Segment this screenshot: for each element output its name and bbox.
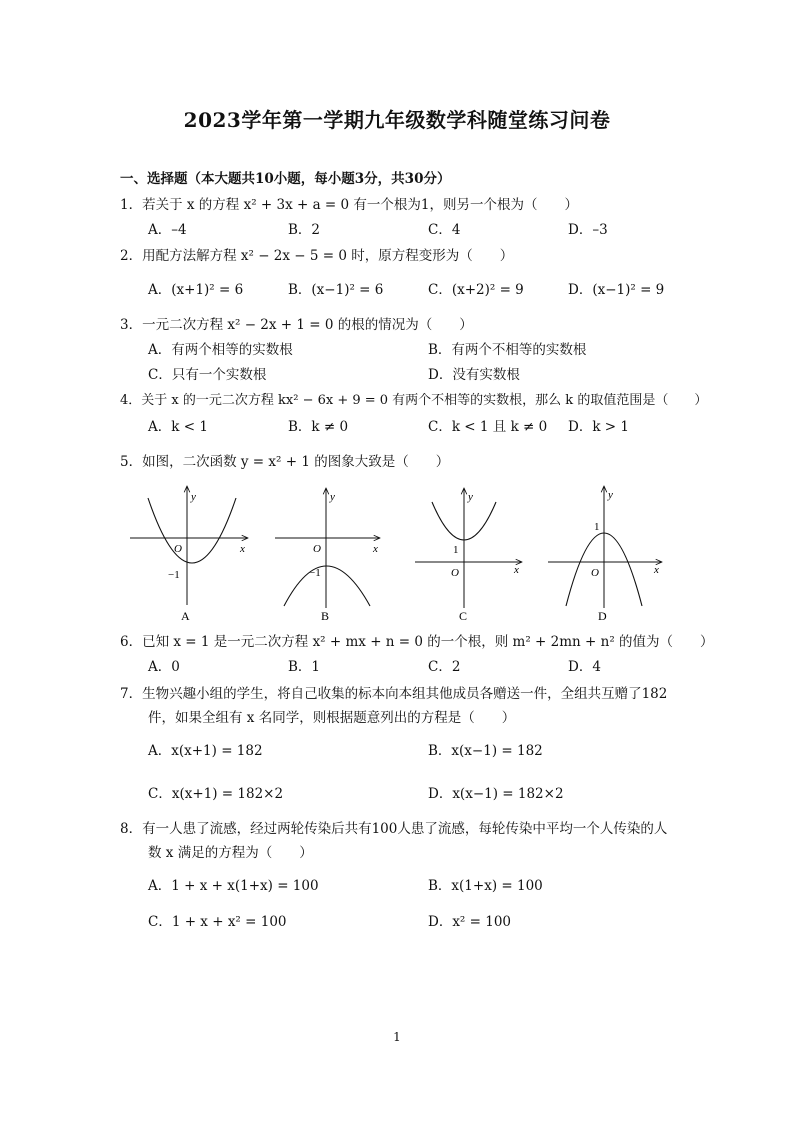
q7-option-d: D．x(x−1) = 182×2 [428,786,564,802]
graph-a-neg-one: −1 [168,569,180,581]
q8-option-b: B．x(1+x) = 100 [428,878,543,894]
q1-option-a: A．–4 [148,222,187,238]
q4-option-c: C．k < 1 且 k ≠ 0 [428,419,548,435]
q1-option-d: D．–3 [568,222,608,238]
question-2 [120,245,513,267]
graph-a-x-label: x [240,543,245,555]
graph-c-y-label: y [468,491,473,503]
q3-option-a: A．有两个相等的实数根 [148,342,293,358]
question-5-number: 5． [120,454,143,470]
q4-option-a: A．k < 1 [148,419,208,435]
graph-d-x-label: x [654,564,659,576]
q4-option-b: B．k ≠ 0 [288,419,349,435]
question-3-text: 一元二次方程 x² − 2x + 1 = 0 的根的情况为（ ） [142,317,473,333]
question-7-number: 7． [120,686,143,702]
graph-a-parabola [148,498,236,563]
q3-option-b: B．有两个不相等的实数根 [428,342,587,358]
graph-b-x-label: x [373,543,378,555]
graph-c [415,488,522,608]
q6-option-b: B．1 [288,659,321,675]
question-4-text: 关于 x 的一元二次方程 kx² − 6x + 9 = 0 有两个不相等的实数根，那么 k 的取值范围是（ ） [141,393,708,408]
q6-option-c: C．2 [428,659,461,675]
question-8-text: 有一人患了流感，经过两轮传染后共有100人患了流感，每轮传染中平均一个人传染的人 [142,821,668,837]
q2-option-c: C．(x+2)² = 9 [428,282,524,298]
graph-d-y-label: y [608,489,613,501]
graph-label-d: D [598,609,607,623]
question-1 [120,194,578,216]
q4-option-d: D．k > 1 [568,419,629,435]
q2-option-a: A．(x+1)² = 6 [148,282,244,298]
q8-option-d: D．x² = 100 [428,914,512,930]
graph-d [548,486,662,608]
q3-option-c: C．只有一个实数根 [148,367,267,383]
graph-b-parabola [284,566,370,606]
question-5-text: 如图，二次函数 y = x² + 1 的图象大致是（ ） [142,454,450,470]
q1-option-b: B．2 [288,222,321,238]
page-title: 2023学年第一学期九年级数学科随堂练习问卷 [183,108,611,132]
question-3 [120,314,473,336]
question-6-number: 6． [120,634,143,650]
graph-b [275,488,380,608]
graph-b-y-label: y [330,491,335,503]
question-8 [120,818,667,840]
q7-option-b: B．x(x−1) = 182 [428,743,543,759]
question-7-text: 生物兴趣小组的学生，将自己收集的标本向本组其他成员各赠送一件，全组共互赠了182 [142,686,668,702]
question-6 [120,631,714,653]
q3-option-d: D．没有实数根 [428,367,520,383]
graph-label-c: C [459,609,468,623]
graph-label-b: B [321,609,330,623]
graph-label-a: A [181,609,190,623]
question-7 [120,683,667,705]
question-8-continued: 数 x 满足的方程为（ ） [148,845,313,861]
graph-d-origin: O [591,567,599,579]
section-heading: 一、选择题（本大题共10小题，每小题3分，共30分） [120,171,451,187]
q7-option-c: C．x(x+1) = 182×2 [148,786,284,802]
graph-a-origin: O [174,543,182,555]
q1-option-c: C．4 [428,222,461,238]
question-3-number: 3． [120,317,143,333]
graph-a-y-label: y [191,491,196,503]
question-7-continued: 件，如果全组有 x 名同学，则根据题意列出的方程是（ ） [148,710,516,726]
q6-option-a: A．0 [148,659,180,675]
graph-b-neg-one: −1 [309,567,321,579]
question-6-text: 已知 x = 1 是一元二次方程 x² + mx + n = 0 的一个根，则 m² + 2mn + n² 的值为（ ） [142,634,714,650]
question-8-number: 8． [120,821,143,837]
q2-option-d: D．(x−1)² = 9 [568,282,665,298]
q2-option-b: B．(x−1)² = 6 [288,282,384,298]
question-5 [120,451,449,473]
parabola-graphs [0,480,794,650]
graph-c-one: 1 [453,544,459,556]
question-2-number: 2． [120,248,143,264]
q8-option-c: C．1 + x + x² = 100 [148,914,287,930]
question-2-text: 用配方法解方程 x² − 2x − 5 = 0 时，原方程变形为（ ） [142,248,514,264]
question-1-text: 若关于 x 的方程 x² + 3x + a = 0 有一个根为1，则另一个根为（ ） [142,197,579,213]
question-4-number: 4． [120,393,142,408]
graph-a [130,486,248,605]
q6-option-d: D．4 [568,659,601,675]
question-4 [120,390,707,412]
page-number: 1 [393,1030,401,1044]
graph-d-one: 1 [594,521,600,533]
graph-c-origin: O [451,567,459,579]
graph-c-x-label: x [514,564,519,576]
graph-b-origin: O [313,543,321,555]
q8-option-a: A．1 + x + x(1+x) = 100 [148,878,319,894]
question-1-number: 1． [120,197,143,213]
q7-option-a: A．x(x+1) = 182 [148,743,263,759]
